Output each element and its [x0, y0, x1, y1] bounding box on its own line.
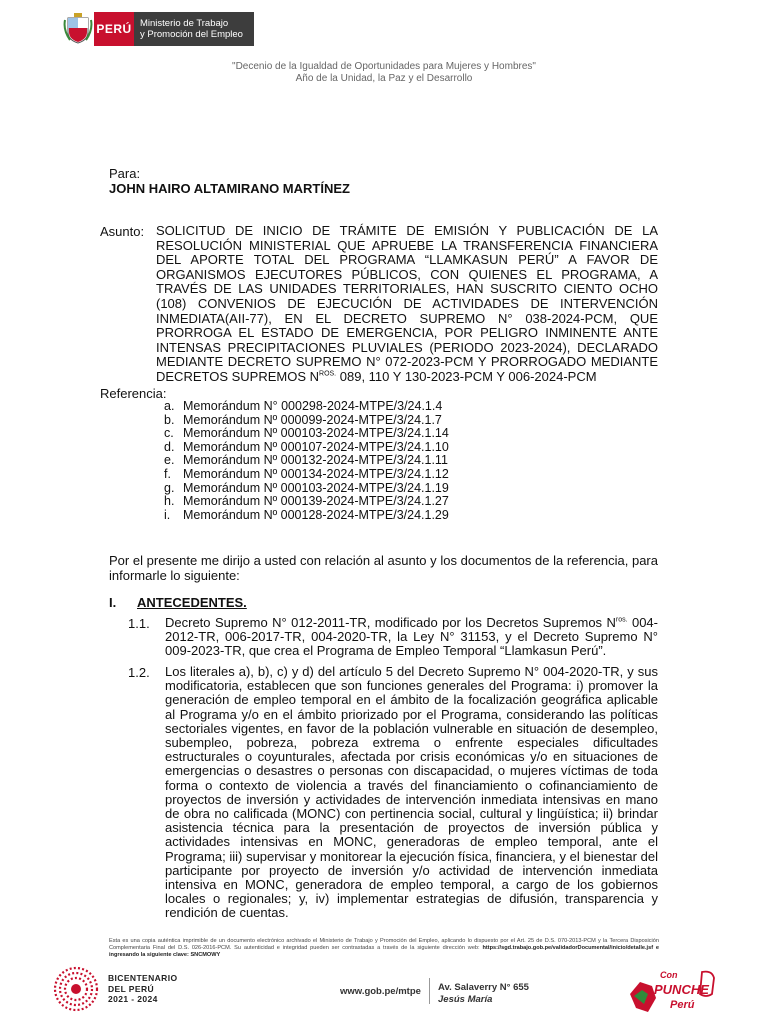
referencia-text: Memorándum Nº 000132-2024-MTPE/3/24.1.11 — [183, 453, 448, 468]
list-marker: b. — [164, 412, 175, 427]
authenticity-note — [109, 938, 659, 959]
section-title: ANTECEDENTES. — [137, 595, 247, 610]
referencia-text: Memorándum Nº 000103-2024-MTPE/3/24.1.19 — [183, 480, 449, 495]
referencia-text: Memorándum Nº 000107-2024-MTPE/3/24.1.10 — [183, 439, 449, 454]
recipient-name: JOHN HAIRO ALTAMIRANO MARTÍNEZ — [109, 181, 350, 196]
list-item — [164, 468, 449, 482]
item-1-superscript: ros. — [615, 616, 628, 624]
disclaimer-text: Esta es una copia auténtica imprimible de un documento electrónico archivado el Ministerio de Trabajo y Promoción del Empleo, aplicando lo dispuesto por el Art. 25 de D.S. 070-2013-PCM y la Tercera Disposición Complementaria Final del D.S. 026-2016-PCM. Su autenticidad e integridad pueden ser contrastadas a través de la siguiente dirección web: — [109, 938, 659, 951]
list-item — [164, 509, 449, 523]
address — [438, 982, 529, 1006]
bicentenario-line-3: 2021 - 2024 — [108, 994, 158, 1005]
item-2-text: Los literales a), b), c) y d) del artículo 5 del Decreto Supremo N° 004-2020-TR, y sus modificatoria, establecen que son funciones generales del Programa: i) promover la generación de empleo temporal en el ámbito de la focalización geográfica aplicable al Programa y/o en el ámbito priorizado por el Programa, considerando las políticas sectoriales vigentes, en favor de la población vulnerable en situación de desempleo, subempleo, pobreza, pobreza extrema o enfrente especiales dificultades estructurales o coyunturales, afectada por crisis económicas y/o en situaciones de emergencias o desastres o personas con discapacidad, o mujeres víctimas de toda forma o contexto de violencia a través del financiamiento o cofinanciamiento de proyectos de inversión y actividades de intervención inmediata intensivas en mano de obra no calificada (MONC) con pertinencia social, cultural y lingüística; ii) brindar asistencia técnica para la presentación de proyectos de inversión pública y actividades intensivas en MONC, generadoras de empleo temporal, ante el Programa; iii) supervisar y monitorear la ejecución física, financiera, y el bienestar del participante por proyecto de inversión y/o actividad de intervención inmediata intensiva en MONC, generadora de empleo temporal, a cargo de los gobiernos locales o regionales; y, iv) implementar estrategias de difusión, transparencia y rendición de cuentas. — [165, 664, 658, 921]
referencia-text: Memorándum Nº 000103-2024-MTPE/3/24.1.14 — [183, 426, 449, 441]
list-marker: d. — [164, 439, 175, 454]
list-marker: g. — [164, 480, 175, 495]
list-marker: e. — [164, 453, 175, 468]
country-label: PERÚ — [94, 12, 134, 46]
referencia-text: Memorándum Nº 000099-2024-MTPE/3/24.1.7 — [183, 412, 442, 427]
para-label: Para: — [109, 166, 141, 181]
footer-divider — [429, 978, 430, 1004]
list-item — [164, 414, 449, 428]
list-item — [164, 482, 449, 496]
punche-line-1: Con — [660, 970, 678, 980]
address-line-2: Jesús María — [438, 994, 493, 1005]
bicentenario-line-2: DEL PERÚ — [108, 983, 155, 994]
asunto-main: SOLICITUD DE INICIO DE TRÁMITE DE EMISIÓN Y PUBLICACIÓN DE LA RESOLUCIÓN MINISTERIAL QUE APRUEBE LA TRANSFERENCIA FINANCIERA DEL APORTE TOTAL DEL PROGRAMA “LLAMKASUN PERÚ” A FAVOR DE ORGANISMOS EJECUTORES PÚBLICOS, CON QUIENES EL PROGRAMA, A TRAVÉS DE LAS UNIDADES TERRITORIALES, HAN SUSCRITO CIENTO OCHO (108) CONVENIOS DE EJECUCIÓN DE ACTIVIDADES DE INTERVENCIÓN INMEDIATA(AII-77), EN EL DECRETO SUPREMO N° 038-2024-PCM, QUE PRORROGA EL ESTADO DE EMERGENCIA, POR PELIGRO INMINENTE ANTE INTENSAS PRECIPITACIONES PLUVIALES (PERIODO 2023-2024), DECLARADO MEDIANTE DECRETO SUPREMO N° 072-2023-PCM Y PRORROGADO MEDIANTE DECRETOS SUPREMOS N — [156, 223, 658, 384]
list-item — [164, 441, 449, 455]
referencia-text: Memorándum Nº 000128-2024-MTPE/3/24.1.29 — [183, 507, 449, 522]
list-item — [164, 427, 449, 441]
list-item — [164, 400, 449, 414]
list-marker: h. — [164, 494, 175, 509]
punche-line-3: Perú — [670, 999, 695, 1011]
referencia-label: Referencia: — [100, 386, 167, 401]
anio-line: Año de la Unidad, la Paz y el Desarrollo — [295, 73, 473, 84]
referencia-text: Memorándum Nº 000134-2024-MTPE/3/24.1.12 — [183, 466, 449, 481]
ministry-name — [134, 12, 254, 46]
ministry-line-2: y Promoción del Empleo — [140, 29, 243, 40]
intro-paragraph: Por el presente me dirijo a usted con relación al asunto y los documentos de la referencia, para informarle lo siguiente: — [109, 553, 658, 583]
list-marker: i. — [164, 507, 171, 522]
referencia-text: Memorándum Nº 000139-2024-MTPE/3/24.1.27 — [183, 494, 449, 509]
con-punche-peru-logo — [626, 964, 718, 1016]
item-number: 1.1. — [128, 616, 150, 631]
ministry-line-1: Ministerio de Trabajo — [140, 18, 229, 29]
item-1-text — [165, 616, 658, 659]
coat-of-arms-icon — [62, 12, 94, 46]
punche-line-2: PUNCHE — [654, 982, 709, 997]
bicentenario-icon — [52, 965, 100, 1013]
ministry-logo — [62, 12, 254, 46]
item-1-part-a: Decreto Supremo N° 012-2011-TR, modificado por los Decretos Supremos N — [165, 615, 616, 630]
website-link[interactable]: www.gob.pe/mtpe — [340, 986, 421, 997]
asunto-label: Asunto: — [100, 224, 145, 239]
bicentenario-line-1: BICENTENARIO — [108, 973, 178, 984]
bicentenario-text — [108, 973, 178, 1005]
list-item — [164, 495, 449, 509]
item-1-part-b: 004-2012-TR, 006-2017-TR, 004-2020-TR, la Ley N° 31153, y el Decreto Supremo N° 009-2023-TR, que crea el Programa de Empleo Temporal “Llamkasun Perú”. — [165, 615, 658, 659]
asunto-end: 089, 110 Y 130-2023-PCM Y 006-2024-PCM — [336, 368, 597, 384]
bicentenario-logo — [52, 965, 252, 1013]
asunto-superscript: ROS. — [319, 370, 337, 378]
referencia-list — [164, 400, 449, 522]
referencia-text: Memorándum N° 000298-2024-MTPE/3/24.1.4 — [183, 399, 443, 413]
validation-link: https://sgd.trabajo.gob.pe/validadorDocumental/inicio/detalle.jsf e ingresando la siguiente clave: SNCMOWY — [109, 945, 660, 958]
asunto-text — [156, 224, 658, 385]
year-title — [0, 61, 768, 85]
item-number: 1.2. — [128, 665, 150, 680]
list-marker: a. — [164, 399, 175, 413]
list-marker: c. — [164, 426, 174, 441]
address-line-1: Av. Salaverry N° 655 — [438, 982, 529, 993]
list-item — [164, 454, 449, 468]
list-marker: f. — [164, 466, 171, 481]
decenio-line: "Decenio de la Igualdad de Oportunidades para Mujeres y Hombres" — [232, 61, 536, 72]
section-number: I. — [109, 595, 117, 610]
